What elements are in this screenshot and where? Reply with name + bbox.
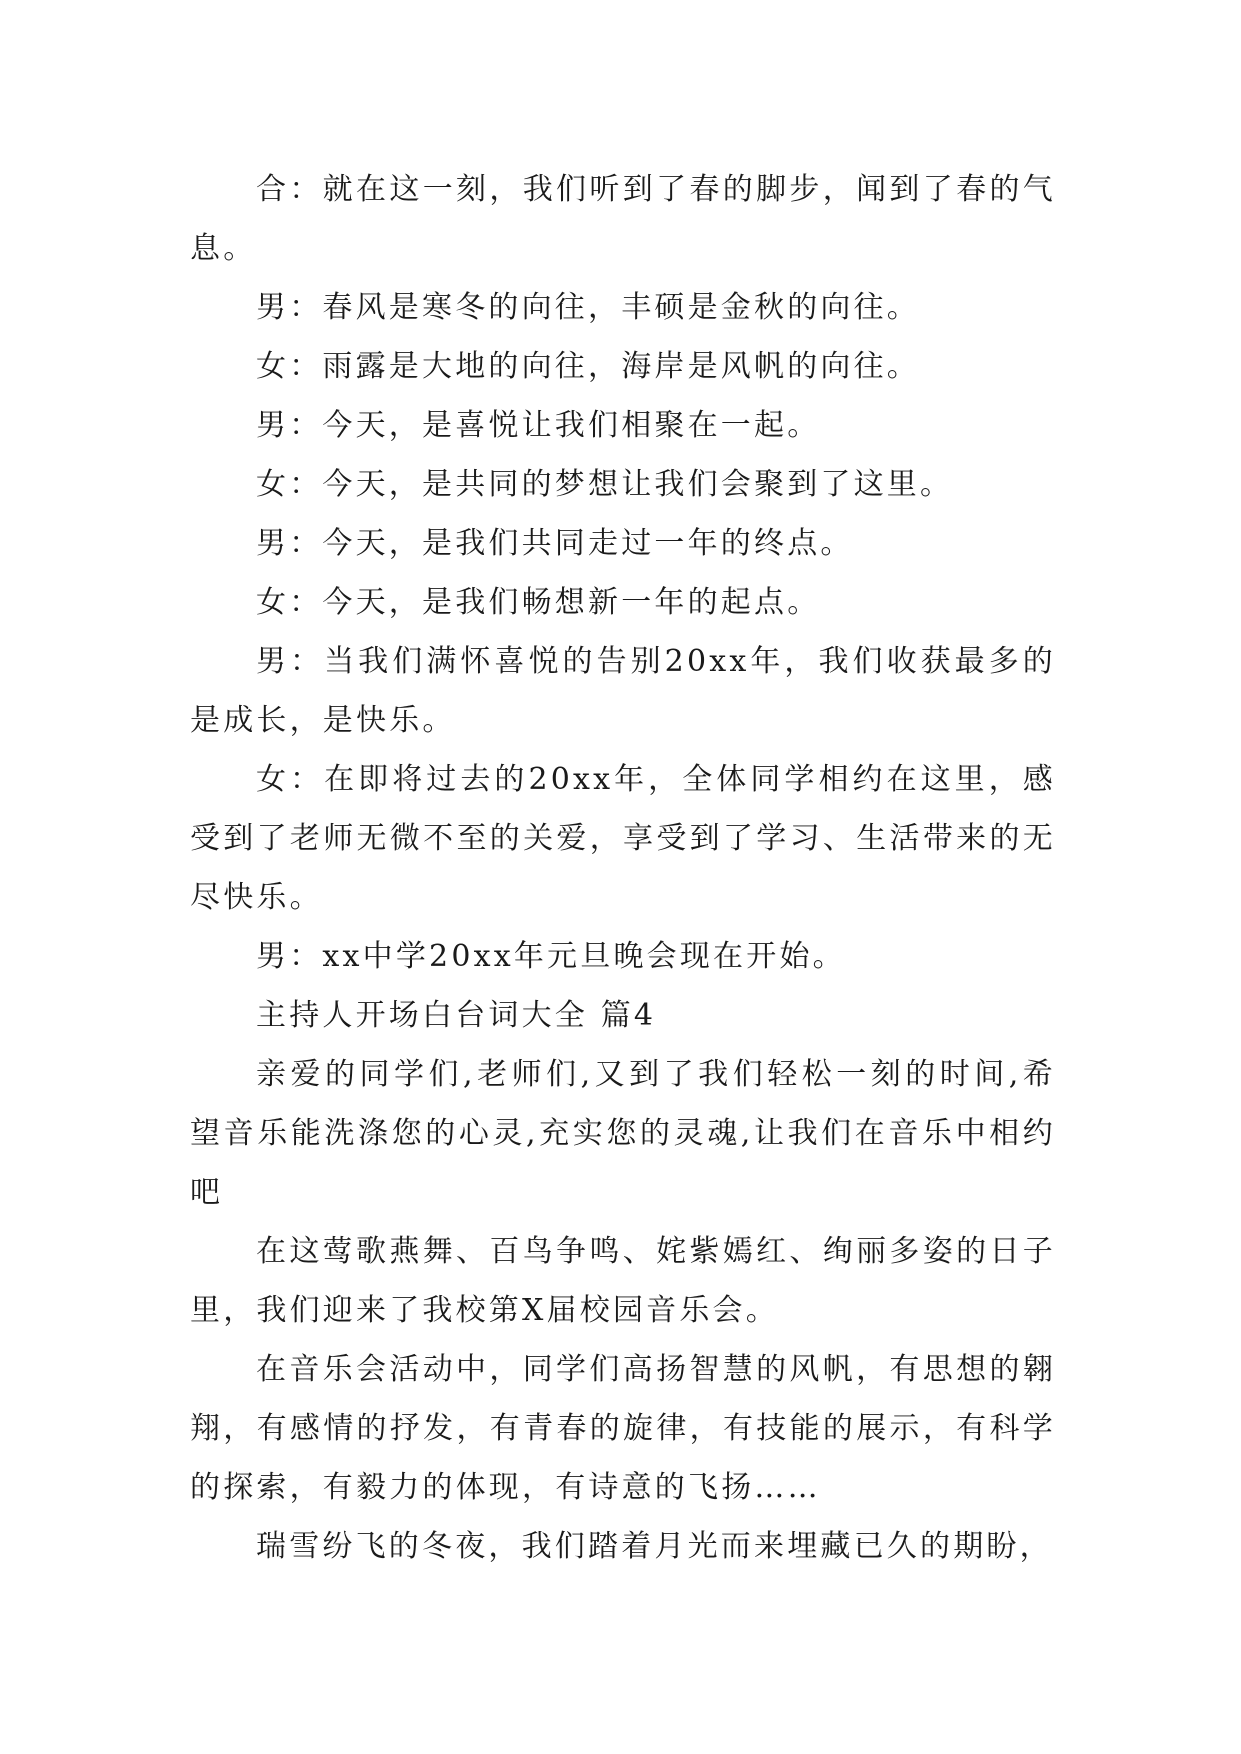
paragraph-female-line: 女：今天，是共同的梦想让我们会聚到了这里。 [256, 467, 954, 502]
paragraph: 瑞雪纷飞的冬夜，我们踏着月光而来埋藏已久的期盼， [256, 1529, 1053, 1564]
paragraph-female-line: 女：在即将过去的20xx年，全体同学相约在这里，感受到了老师无微不至的关爱，享受到了学习、生活带来的无尽快乐。 [190, 762, 1056, 915]
paragraph-male-line: 男：当我们满怀喜悦的告别20xx年，我们收获最多的是成长，是快乐。 [190, 644, 1056, 738]
section-heading: 主持人开场白台词大全 篇4 [256, 998, 657, 1033]
paragraph: 亲爱的同学们,老师们,又到了我们轻松一刻的时间,希望音乐能洗涤您的心灵,充实您的灵魂,让我们在音乐中相约吧 [190, 1057, 1056, 1210]
paragraph-male-line: 男：今天，是喜悦让我们相聚在一起。 [256, 408, 821, 443]
paragraph-female-line: 女：雨露是大地的向往，海岸是风帆的向往。 [256, 349, 920, 384]
paragraph-chorus-opening: 合：就在这一刻，我们听到了春的脚步，闻到了春的气息。 [190, 172, 1056, 266]
paragraph: 在这莺歌燕舞、百鸟争鸣、姹紫嫣红、绚丽多姿的日子里，我们迎来了我校第X届校园音乐会。 [190, 1234, 1056, 1328]
paragraph-female-line: 女：今天，是我们畅想新一年的起点。 [256, 585, 821, 620]
paragraph-male-line: 男：今天，是我们共同走过一年的终点。 [256, 526, 854, 561]
document-body [190, 160, 1056, 1576]
paragraph: 在音乐会活动中，同学们高扬智慧的风帆，有思想的翱翔，有感情的抒发，有青春的旋律，有技能的展示，有科学的探索，有毅力的体现，有诗意的飞扬…… [190, 1352, 1056, 1505]
paragraph-male-line: 男：春风是寒冬的向往，丰硕是金秋的向往。 [256, 290, 920, 325]
paragraph-male-line: 男：xx中学20xx年元旦晚会现在开始。 [256, 939, 846, 974]
